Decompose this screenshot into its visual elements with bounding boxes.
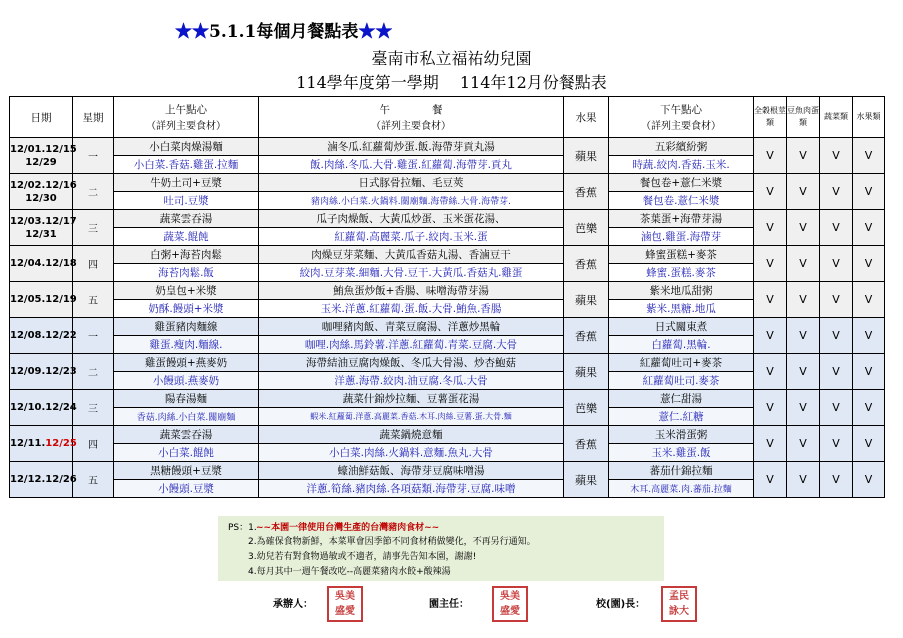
pm-snack-cell: 紫米地瓜甜粥: [609, 282, 754, 300]
pm-snack-cell: 五彩繽紛粥: [609, 138, 754, 156]
lunch-cell: 海帶結油豆腐肉燥飯、冬瓜大骨湯、炒杏鮑菇: [259, 354, 564, 372]
lunch-ingredients-cell: 洋蔥.筍絲.豬肉絲.各項菇類.海帶芽.豆腐.味噌: [259, 480, 564, 498]
lunch-ingredients-cell: 蝦米.紅蘿蔔.洋蔥.高麗菜.香菇.木耳.肉絲.豆薯.蛋.大骨.麵: [259, 408, 564, 426]
fruit-cell: 芭樂: [564, 390, 609, 426]
col-veg: 蔬菜類: [820, 97, 853, 138]
date-line-1: 12/08.12/22: [10, 330, 77, 341]
table-row-ingredients: [10, 228, 885, 246]
table-row: [10, 138, 885, 156]
table-row-ingredients: [10, 372, 885, 390]
signature-principal: 校(園)長：: [596, 599, 646, 610]
pm-ingredients-cell: 蜂蜜.蛋糕.麥茶: [609, 264, 754, 282]
check-cell: V: [853, 246, 885, 282]
pm-snack-cell: 紅蘿蔔吐司+麥茶: [609, 354, 754, 372]
table-row: [10, 426, 885, 444]
school-name: 臺南市私立福祐幼兒園: [371, 49, 532, 68]
weekday-cell: 一: [73, 318, 114, 354]
table-row: [10, 174, 885, 192]
fruit-cell: 香蕉: [564, 426, 609, 462]
date-line-1: 12/09.12/23: [10, 366, 77, 377]
seal-stamp-icon: 吳美 盛愛: [492, 586, 528, 622]
check-cell: V: [787, 462, 820, 498]
lunch-ingredients-cell: 咖哩.肉絲.馬鈴薯.洋蔥.紅蘿蔔.青菜.豆腐.大骨: [259, 336, 564, 354]
am-ingredients-cell: 小饅頭.豆漿: [114, 480, 259, 498]
pm-ingredients-cell: 紅蘿蔔吐司.麥茶: [609, 372, 754, 390]
table-row-ingredients: [10, 444, 885, 462]
pm-ingredients-cell: 木耳.高麗菜.肉.蕃茄.拉麵: [609, 480, 754, 498]
col-fruit: 水果: [564, 97, 609, 138]
weekday-cell: 三: [73, 390, 114, 426]
table-row: [10, 246, 885, 264]
am-snack-cell: 雞蛋饅頭+燕麥奶: [114, 354, 259, 372]
check-cell: V: [754, 210, 787, 246]
lunch-cell: 滷冬瓜.紅蘿蔔炒蛋.飯.海帶芽貢丸湯: [259, 138, 564, 156]
am-snack-cell: 白粥+海苔肉鬆: [114, 246, 259, 264]
check-cell: V: [820, 318, 853, 354]
ps-line-2: 2.為確保食物新鮮，本菜單會因季節不同食材稍做變化，不再另行通知。: [248, 537, 536, 547]
am-snack-cell: 蔬菜雲吞湯: [114, 426, 259, 444]
fruit-cell: 香蕉: [564, 318, 609, 354]
check-cell: V: [754, 426, 787, 462]
pm-ingredients-cell: 滷包.雞蛋.海帶芽: [609, 228, 754, 246]
table-row: [10, 282, 885, 300]
date-line-1: 12/02.12/16: [10, 179, 77, 191]
check-cell: V: [787, 138, 820, 174]
am-ingredients-cell: 雞蛋.瘦肉.麵線.: [114, 336, 259, 354]
table-row: [10, 318, 885, 336]
lunch-cell: 蔬菜鍋燒意麵: [259, 426, 564, 444]
am-ingredients-cell: 小白菜.餛飩: [114, 444, 259, 462]
date-line-1: 12/12.12/26: [10, 474, 77, 485]
am-ingredients-cell: 小白菜.香菇.雞蛋.拉麵: [114, 156, 259, 174]
star-icon: ★★: [358, 22, 393, 42]
lunch-ingredients-cell: 小白菜.肉絲.火鍋料.意麵.魚丸.大骨: [259, 444, 564, 462]
pm-snack-cell: 蕃茄什錦拉麵: [609, 462, 754, 480]
table-row-ingredients: [10, 336, 885, 354]
check-cell: V: [820, 138, 853, 174]
lunch-ingredients-cell: 飯.肉絲.冬瓜.大骨.雞蛋.紅蘿蔔.海帶芽.貢丸: [259, 156, 564, 174]
check-cell: V: [820, 390, 853, 426]
pm-snack-cell: 餐包卷+薏仁米漿: [609, 174, 754, 192]
weekday-cell: 四: [73, 246, 114, 282]
check-cell: V: [754, 462, 787, 498]
check-cell: V: [754, 282, 787, 318]
term-title: 114學年度第一學期 114年12月份餐點表: [296, 73, 607, 92]
am-snack-cell: 小白菜肉燥湯麵: [114, 138, 259, 156]
check-cell: V: [853, 210, 885, 246]
date-line-1: 12/05.12/19: [10, 294, 77, 305]
check-cell: V: [754, 246, 787, 282]
date-holiday: 12/25: [45, 438, 77, 449]
am-snack-cell: 奶皇包+米漿: [114, 282, 259, 300]
fruit-cell: 蘋果: [564, 138, 609, 174]
check-cell: V: [853, 426, 885, 462]
check-cell: V: [853, 138, 885, 174]
check-cell: V: [853, 174, 885, 210]
check-cell: V: [853, 462, 885, 498]
lunch-ingredients-cell: 絞肉.豆芽菜.細麵.大骨.豆干.大黃瓜.香菇丸.雞蛋: [259, 264, 564, 282]
table-row-ingredients: [10, 156, 885, 174]
pm-ingredients-cell: 紫米.黑糖.地瓜: [609, 300, 754, 318]
pm-snack-cell: 蜂蜜蛋糕+麥茶: [609, 246, 754, 264]
col-am-snack: 上午點心 （詳列主要食材）: [114, 97, 259, 138]
col-protein: 豆魚肉蛋類: [787, 97, 820, 138]
date-line-1: 12/10.12/24: [10, 402, 77, 413]
check-cell: V: [820, 246, 853, 282]
lunch-cell: 蠔油鮮菇飯、海帶芽豆腐味噌湯: [259, 462, 564, 480]
check-cell: V: [787, 318, 820, 354]
am-snack-cell: 牛奶土司+豆漿: [114, 174, 259, 192]
date-cell: [10, 210, 77, 246]
pm-snack-cell: 薏仁甜湯: [609, 390, 754, 408]
lunch-ingredients-cell: 豬肉絲.小白菜.火鍋料.關廟麵.海帶絲.大骨.海帶芽.: [259, 192, 564, 210]
lunch-ingredients-cell: 洋蔥.海帶.絞肉.油豆腐.冬瓜.大骨: [259, 372, 564, 390]
signature-director: 園主任：: [429, 599, 469, 610]
weekday-cell: 四: [73, 426, 114, 462]
seal-stamp-icon: 孟民 詠大: [661, 586, 697, 622]
table-row: [10, 462, 885, 480]
ps-notes: [218, 516, 664, 581]
pm-ingredients-cell: 餐包卷.薏仁米漿: [609, 192, 754, 210]
check-cell: V: [754, 390, 787, 426]
am-ingredients-cell: 海苔肉鬆.飯: [114, 264, 259, 282]
table-row: [10, 210, 885, 228]
ps-label: PS：1.: [228, 523, 257, 533]
table-row: [10, 390, 885, 408]
date-line-1: 12/04.12/18: [10, 258, 77, 269]
seal-stamp-icon: 吳美 盛愛: [327, 586, 363, 622]
table-row-ingredients: [10, 408, 885, 426]
check-cell: V: [754, 174, 787, 210]
ps-line-3: 3.幼兒若有對食物過敏或不適者，請事先告知本園，謝謝!: [248, 552, 477, 562]
check-cell: V: [787, 426, 820, 462]
am-snack-cell: 黑糖饅頭+豆漿: [114, 462, 259, 480]
pm-snack-cell: 日式關東煮: [609, 318, 754, 336]
am-snack-cell: 蔬菜雲吞湯: [114, 210, 259, 228]
check-cell: V: [853, 318, 885, 354]
star-icon: ★★: [175, 22, 209, 42]
col-fruit-cat: 水果類: [853, 97, 885, 138]
check-cell: V: [820, 426, 853, 462]
date-cell: [10, 462, 77, 498]
fruit-cell: 蘋果: [564, 282, 609, 318]
lunch-cell: 咖哩豬肉飯、青菜豆腐湯、洋蔥炒黑輪: [259, 318, 564, 336]
col-date: 日期: [10, 97, 73, 138]
am-ingredients-cell: 奶酥.饅頭+米漿: [114, 300, 259, 318]
am-snack-cell: 陽春湯麵: [114, 390, 259, 408]
weekday-cell: 五: [73, 282, 114, 318]
date-line-2: 12/30: [25, 192, 57, 204]
signature-maker: 承辦人：: [273, 599, 313, 610]
check-cell: V: [754, 138, 787, 174]
am-ingredients-cell: 小饅頭.燕麥奶: [114, 372, 259, 390]
check-cell: V: [754, 318, 787, 354]
date-line-2: 12/31: [25, 228, 57, 240]
pm-ingredients-cell: 玉米.雞蛋.飯: [609, 444, 754, 462]
pm-ingredients-cell: 薏仁.紅糖: [609, 408, 754, 426]
date-line-1: 12/01.12/15: [10, 143, 77, 155]
ps-line-1: ~~本園一律使用台灣生產的台灣豬肉食材~~: [256, 523, 440, 533]
lunch-cell: 肉燥豆芽菜麵、大黃瓜香菇丸湯、香滷豆干: [259, 246, 564, 264]
check-cell: V: [787, 390, 820, 426]
check-cell: V: [820, 282, 853, 318]
col-grains: 全穀根莖類: [754, 97, 787, 138]
table-row: [10, 354, 885, 372]
table-row-ingredients: [10, 192, 885, 210]
col-lunch: 午 餐 （詳列主要食材）: [259, 97, 564, 138]
menu-table: [9, 96, 885, 498]
fruit-cell: 香蕉: [564, 246, 609, 282]
lunch-cell: 日式豚骨拉麵、毛豆莢: [259, 174, 564, 192]
fruit-cell: 芭樂: [564, 210, 609, 246]
lunch-ingredients-cell: 紅蘿蔔.高麗菜.瓜子.絞肉.玉米.蛋: [259, 228, 564, 246]
date-cell: [10, 318, 77, 354]
menu-title: ★★5.1.1每個月餐點表★★: [175, 22, 393, 42]
check-cell: V: [820, 354, 853, 390]
date-line-1: 12/03.12/17: [10, 215, 77, 227]
fruit-cell: 蘋果: [564, 354, 609, 390]
check-cell: V: [787, 246, 820, 282]
check-cell: V: [754, 354, 787, 390]
check-cell: V: [853, 390, 885, 426]
date-cell: [10, 174, 77, 210]
weekday-cell: 一: [73, 138, 114, 174]
check-cell: V: [787, 210, 820, 246]
col-pm-snack: 下午點心 （詳列主要食材）: [609, 97, 754, 138]
date-line-2: 12/29: [25, 156, 57, 168]
am-snack-cell: 雞蛋豬肉麵線: [114, 318, 259, 336]
ps-line-4: 4.每月其中一週午餐改吃--高麗菜豬肉水餃+酸辣湯: [248, 567, 451, 577]
pm-ingredients-cell: 時蔬.絞肉.香菇.玉米.: [609, 156, 754, 174]
check-cell: V: [787, 174, 820, 210]
check-cell: V: [820, 210, 853, 246]
pm-snack-cell: 玉米滑蛋粥: [609, 426, 754, 444]
am-ingredients-cell: 蔬菜.餛飩: [114, 228, 259, 246]
weekday-cell: 二: [73, 354, 114, 390]
date-cell: [10, 354, 77, 390]
table-row-ingredients: [10, 300, 885, 318]
date-cell: [10, 282, 77, 318]
check-cell: V: [853, 282, 885, 318]
fruit-cell: 香蕉: [564, 174, 609, 210]
check-cell: V: [787, 282, 820, 318]
pm-snack-cell: 茶葉蛋+海帶芽湯: [609, 210, 754, 228]
lunch-cell: 蔬菜什錦炒拉麵、豆薯蛋花湯: [259, 390, 564, 408]
date-cell: [10, 246, 77, 282]
weekday-cell: 三: [73, 210, 114, 246]
check-cell: V: [820, 462, 853, 498]
lunch-ingredients-cell: 玉米.洋蔥.紅蘿蔔.蛋.飯.大骨.鮪魚.香腸: [259, 300, 564, 318]
date-cell: [10, 138, 77, 174]
date-cell: [10, 426, 77, 462]
table-row-ingredients: [10, 264, 885, 282]
col-weekday: 星期: [73, 97, 114, 138]
lunch-cell: 瓜子肉燥飯、大黃瓜炒蛋、玉米蛋花湯、: [259, 210, 564, 228]
pm-ingredients-cell: 白蘿蔔.黑輪.: [609, 336, 754, 354]
check-cell: V: [853, 354, 885, 390]
check-cell: V: [787, 354, 820, 390]
date-line-1: 12/11.: [10, 438, 46, 449]
check-cell: V: [820, 174, 853, 210]
date-cell: [10, 390, 77, 426]
weekday-cell: 五: [73, 462, 114, 498]
am-ingredients-cell: 吐司.豆漿: [114, 192, 259, 210]
fruit-cell: 蘋果: [564, 462, 609, 498]
weekday-cell: 二: [73, 174, 114, 210]
am-ingredients-cell: 香菇.肉絲.小白菜.關廟麵: [114, 408, 259, 426]
table-row-ingredients: [10, 480, 885, 498]
lunch-cell: 鮪魚蛋炒飯+香腸、味噌海帶芽湯: [259, 282, 564, 300]
